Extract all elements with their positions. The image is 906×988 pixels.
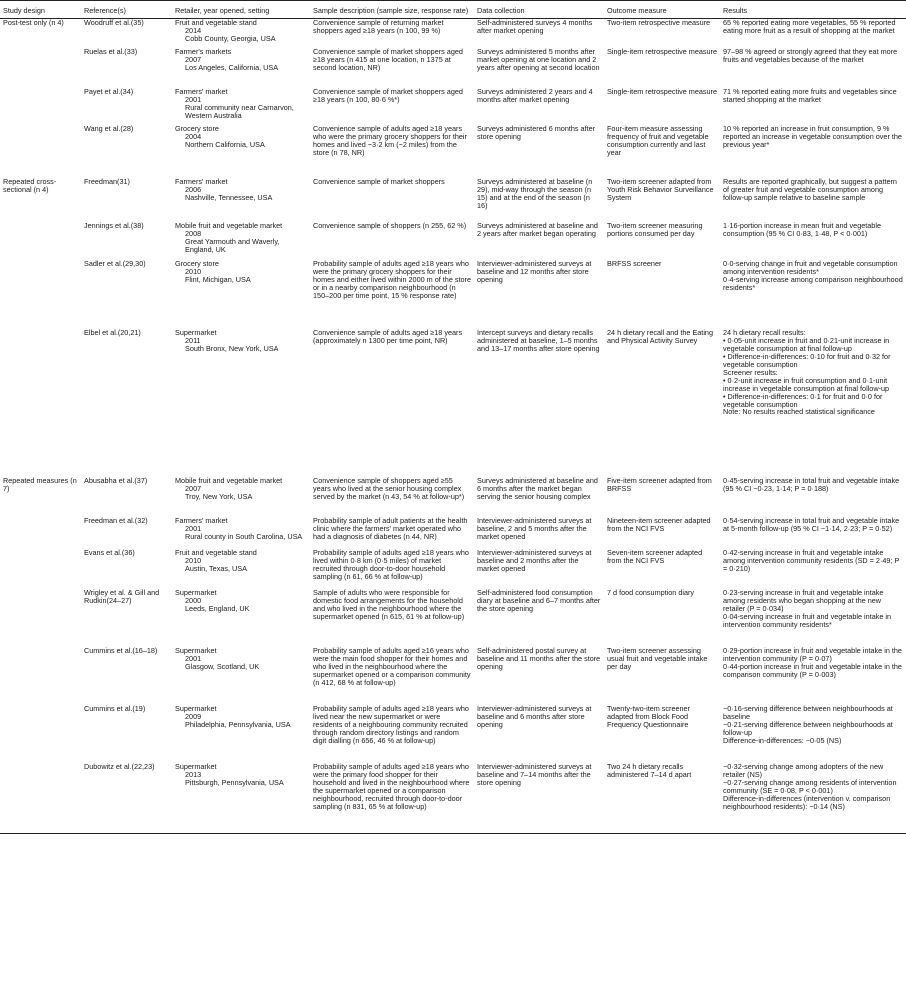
result-line: • Difference-in-differences: 0·1 for fruit and 0·0 for vegetable consumption bbox=[723, 391, 883, 409]
result-line: −0·27-serving change among residents of intervention community (SE = 0·08, P < 0·001) bbox=[723, 778, 897, 796]
retailer-line: 2010 bbox=[185, 556, 202, 566]
retailer-line: Troy, New York, USA bbox=[185, 492, 253, 502]
cell-data-collection: Surveys administered at baseline (n 29), mid-way through the season (n 15) and at the end of the season (n 16) bbox=[477, 177, 593, 211]
retailer-line: Supermarket bbox=[175, 588, 217, 598]
cell-study-design bbox=[0, 647, 81, 705]
table-row bbox=[0, 260, 906, 329]
retailer-line: 2009 bbox=[185, 712, 202, 722]
table-row bbox=[0, 176, 906, 222]
retailer-line: Supermarket bbox=[175, 704, 217, 714]
table-row bbox=[0, 549, 906, 589]
retailer-line: Leeds, England, UK bbox=[185, 604, 250, 614]
result-line: 65 % reported eating more vegetables, 55 % reported eating more fruit as a result of shopping at the market bbox=[723, 17, 896, 35]
cell-outcome-measure: 7 d food consumption diary bbox=[607, 588, 695, 598]
retailer-line: Supermarket bbox=[175, 762, 217, 772]
cell-results bbox=[720, 647, 906, 705]
header-sample-description: Sample description (sample size, response rate) bbox=[310, 1, 474, 19]
cell-data-collection: Interviewer-administered surveys at baseline and 2 months after the market opened bbox=[477, 548, 592, 574]
header-study-design: Study design bbox=[0, 1, 81, 19]
cell-results bbox=[720, 88, 906, 125]
retailer-line: Glasgow, Scotland, UK bbox=[185, 662, 260, 672]
table-row bbox=[0, 48, 906, 88]
cell-data-collection: Self-administered surveys 4 months after market opening bbox=[477, 17, 593, 35]
cell-reference: Wrigley et al. & Gill and Rudkin(24–27) bbox=[84, 588, 160, 606]
table-row bbox=[0, 222, 906, 260]
cell-sample-description: Convenience sample of market shoppers aged ≥18 years (n 415 at one location, n 1375 at second location, NR) bbox=[313, 47, 463, 73]
retailer-line: 2000 bbox=[185, 596, 202, 606]
retailer-line: 2007 bbox=[185, 484, 202, 494]
retailer-line: 2001 bbox=[185, 654, 202, 664]
cell-data-collection: Self-administered postal survey at baseline and 11 months after the store opening bbox=[477, 646, 601, 672]
cell-retailer bbox=[172, 18, 310, 48]
cell-outcome-measure: BRFSS screener bbox=[607, 259, 662, 269]
cell-reference: Cummins et al.(19) bbox=[84, 704, 146, 714]
cell-sample-description: Probability sample of adults aged ≥18 years who were the primary grocery shoppers for their homes and either lived within 2000 m of the store or in a nearby comparison neighbourhood (n 150–200 per time point, 15 % response rate) bbox=[313, 259, 471, 301]
cell-retailer bbox=[172, 88, 310, 125]
cell-retailer bbox=[172, 176, 310, 222]
cell-sample-description: Probability sample of adults aged ≥16 years who were the main food shopper for their homes and who lived in the neighbourhood where the supermarket opened or a comparison community (n 412, 68 % at follow-up) bbox=[313, 646, 471, 688]
cell-outcome-measure: Nineteen-item screener adapted from the NCI FVS bbox=[607, 516, 711, 534]
cell-outcome-measure: Single-item retrospective measure bbox=[607, 87, 718, 97]
cell-data-collection: Surveys administered 6 months after store opening bbox=[477, 124, 596, 142]
retailer-line: Cobb County, Georgia, USA bbox=[185, 33, 276, 43]
cell-study-design bbox=[0, 48, 81, 88]
cell-results bbox=[720, 222, 906, 260]
table-row bbox=[0, 18, 906, 48]
cell-results bbox=[720, 48, 906, 88]
retailer-line: 2008 bbox=[185, 229, 202, 239]
result-line: • 0·2-unit increase in fruit consumption and 0·1-unit increase in vegetable consumption at final follow-up bbox=[723, 375, 890, 393]
table-row bbox=[0, 329, 906, 475]
cell-retailer bbox=[172, 705, 310, 763]
cell-study-design: Repeated cross-sectional (n 4) bbox=[3, 177, 57, 195]
cell-retailer bbox=[172, 549, 310, 589]
result-line: Difference-in-differences: −0·05 (NS) bbox=[723, 736, 842, 746]
cell-retailer bbox=[172, 260, 310, 329]
cell-data-collection: Intercept surveys and dietary recalls administered at baseline, 1–5 months and 13–17 months after store opening bbox=[477, 328, 600, 354]
result-line: 71 % reported eating more fruits and vegetables since started shopping at the market bbox=[723, 87, 897, 105]
cell-study-design bbox=[0, 222, 81, 260]
retailer-line: 2011 bbox=[185, 336, 201, 346]
result-line: 0·45-serving increase in total fruit and vegetable intake (95 % CI −0·23, 1·14; P = 0·188) bbox=[723, 476, 900, 494]
result-line: 0·23-serving increase in fruit and vegetable intake among residents who began shopping at the new retailer (P = 0·034) bbox=[723, 588, 884, 614]
cell-outcome-measure: Seven-item screener adapted from the NCI FVS bbox=[607, 548, 703, 566]
cell-sample-description: Convenience sample of returning market shoppers aged ≥18 years (n 100, 99 %) bbox=[313, 17, 444, 35]
cell-results bbox=[720, 260, 906, 329]
retailer-line: Great Yarmouth and Waverly, England, UK bbox=[185, 237, 280, 255]
cell-outcome-measure: Two-item screener assessing usual fruit and vegetable intake per day bbox=[607, 646, 708, 672]
table-row bbox=[0, 88, 906, 125]
retailer-line: Mobile fruit and vegetable market bbox=[175, 476, 283, 486]
cell-outcome-measure: Two-item screener adapted from Youth Risk Behavior Surveillance System bbox=[607, 177, 714, 203]
header-row bbox=[0, 1, 906, 19]
retailer-line: 2014 bbox=[185, 25, 202, 35]
cell-reference: Wang et al.(28) bbox=[84, 124, 134, 134]
retailer-line: 2004 bbox=[185, 132, 202, 142]
cell-reference: Dubowitz et al.(22,23) bbox=[81, 763, 172, 833]
cell-study-design bbox=[0, 125, 81, 176]
retailer-line: Rural community near Carnarvon, Western Australia bbox=[185, 103, 294, 121]
retailer-line: 2001 bbox=[185, 95, 202, 105]
cell-sample-description: Convenience sample of adults aged ≥18 years (approximately n 1300 per time point, NR) bbox=[313, 328, 463, 346]
cell-data-collection: Surveys administered 2 years and 4 months after market opening bbox=[477, 87, 593, 105]
result-line: 0·4-serving increase among comparison neighbourhood residents* bbox=[723, 275, 903, 293]
cell-results bbox=[720, 475, 906, 517]
cell-outcome-measure: Two 24 h dietary recalls administered 7–14 d apart bbox=[604, 763, 720, 833]
header-data-collection: Data collection bbox=[474, 1, 604, 19]
cell-reference: Sadler et al.(29,30) bbox=[84, 259, 146, 269]
retailer-line: Mobile fruit and vegetable market bbox=[175, 221, 283, 231]
cell-outcome-measure: Five-item screener adapted from BRFSS bbox=[607, 476, 712, 494]
cell-reference: Jennings et al.(38) bbox=[84, 221, 144, 231]
cell-study-design bbox=[0, 549, 81, 589]
cell-retailer bbox=[172, 475, 310, 517]
result-line: −0·32-serving change among adopters of the new retailer (NS) bbox=[723, 762, 884, 780]
cell-outcome-measure: Two-item screener measuring portions consumed per day bbox=[607, 221, 703, 239]
retailer-line: Supermarket bbox=[175, 646, 217, 656]
retailer-line: Austin, Texas, USA bbox=[185, 564, 247, 574]
cell-outcome-measure: 24 h dietary recall and the Eating and Physical Activity Survey bbox=[607, 328, 713, 346]
cell-results bbox=[720, 517, 906, 549]
cell-sample-description: Probability sample of adults aged ≥18 years who were the primary food shopper for their household and lived in the neighbourhood where the supermarket opened or a comparison neighbourhood, recruited through door-to-door sampling (n 831, 65 % at follow-up) bbox=[310, 763, 474, 833]
retailer-line: Fruit and vegetable stand bbox=[175, 17, 257, 27]
cell-retailer bbox=[172, 589, 310, 647]
cell-sample-description: Convenience sample of market shoppers aged ≥18 years (n 100, 80·6 %*) bbox=[313, 87, 463, 105]
retailer-line: South Bronx, New York, USA bbox=[185, 344, 279, 354]
retailer-line: Flint, Michigan, USA bbox=[185, 275, 251, 285]
result-line: 0·0-serving change in fruit and vegetable consumption among intervention residents* bbox=[723, 259, 898, 277]
cell-results bbox=[720, 176, 906, 222]
result-line: Difference-in-differences (intervention v. comparison neighbourhood residents): −0·14 (NS) bbox=[723, 794, 891, 811]
cell-reference: Woodruff et al.(35) bbox=[84, 17, 144, 27]
retailer-line: Farmers' market bbox=[175, 87, 228, 97]
retailer-line: Nashville, Tennessee, USA bbox=[185, 193, 273, 203]
header-results: Results bbox=[720, 1, 906, 19]
retailer-line: 2007 bbox=[185, 55, 202, 65]
result-line: 97–98 % agreed or strongly agreed that they eat more fruits and vegetables because of the market bbox=[723, 47, 898, 65]
retailer-line: 2006 bbox=[185, 185, 202, 195]
cell-study-design bbox=[0, 589, 81, 647]
retailer-line: Grocery store bbox=[175, 124, 219, 134]
cell-reference: Freedman et al.(32) bbox=[84, 516, 148, 526]
retailer-line: 2010 bbox=[185, 267, 202, 277]
result-line: 0·44-portion increase in fruit and vegetable intake in the comparison community (P = 0·003) bbox=[723, 662, 902, 680]
cell-data-collection: Interviewer-administered surveys at baseline and 7–14 months after the store opening bbox=[474, 763, 604, 833]
cell-study-design: Post-test only (n 4) bbox=[3, 17, 64, 27]
result-line: • 0·05-unit increase in fruit and 0·21-unit increase in vegetable consumption at final follow-up bbox=[723, 336, 890, 354]
retailer-line: Farmer's markets bbox=[175, 47, 232, 57]
cell-reference: Ruelas et al.(33) bbox=[84, 47, 138, 57]
result-line: • Difference-in-differences: 0·10 for fruit and 0·32 for vegetable consumption bbox=[723, 352, 891, 370]
retailer-line: Farmers' market bbox=[175, 177, 228, 187]
retailer-line: Northern California, USA bbox=[185, 140, 265, 150]
cell-retailer bbox=[172, 125, 310, 176]
cell-results bbox=[720, 763, 906, 833]
result-line: 0·54-serving increase in total fruit and vegetable intake at 5-month follow-up (95 % CI −1·14, 2·23; P = 0·52) bbox=[723, 516, 900, 534]
result-line: Note: No results reached statistical significance bbox=[723, 407, 875, 417]
cell-retailer bbox=[172, 329, 310, 475]
table-row bbox=[0, 125, 906, 176]
cell-study-design bbox=[0, 705, 81, 763]
cell-reference: Freedman(31) bbox=[84, 177, 130, 187]
cell-sample-description: Convenience sample of shoppers (n 255, 62 %) bbox=[313, 221, 467, 231]
cell-retailer bbox=[172, 48, 310, 88]
retailer-line: Rural county in South Carolina, USA bbox=[185, 532, 303, 542]
table-row bbox=[0, 589, 906, 647]
header-outcome-measure: Outcome measure bbox=[604, 1, 720, 19]
cell-study-design bbox=[0, 763, 81, 833]
result-line: −0·16-serving difference between neighbourhoods at baseline bbox=[723, 704, 893, 722]
cell-retailer bbox=[172, 222, 310, 260]
cell-data-collection: Interviewer-administered surveys at baseline, 2 and 5 months after the market opened bbox=[477, 516, 592, 542]
cell-study-design bbox=[0, 260, 81, 329]
cell-sample-description: Probability sample of adults aged ≥18 years who lived within 0·8 km (0·5 miles) of market recruited through door-to-door household sampling (n 61, 66 % at follow-up) bbox=[313, 548, 469, 582]
cell-data-collection: Surveys administered at baseline and 6 months after the market began serving the senior housing complex bbox=[477, 476, 598, 502]
table-row bbox=[0, 705, 906, 763]
cell-reference: Payet et al.(34) bbox=[84, 87, 134, 97]
result-line: 0·29-portion increase in fruit and vegetable intake in the intervention community (P = 0·07) bbox=[723, 646, 902, 664]
cell-outcome-measure: Single-item retrospective measure bbox=[607, 47, 718, 57]
cell-study-design bbox=[0, 517, 81, 549]
cell-results bbox=[720, 549, 906, 589]
cell-reference: Abusabha et al.(37) bbox=[84, 476, 148, 486]
cell-retailer bbox=[172, 763, 310, 833]
header-references: Reference(s) bbox=[81, 1, 172, 19]
table-row bbox=[0, 517, 906, 549]
cell-study-design bbox=[0, 329, 81, 475]
retailer-line: Pittsburgh, Pennsylvania, USA bbox=[185, 778, 284, 788]
cell-sample-description: Sample of adults who were responsible for domestic food arrangements for the household and who lived in the neighbourhood where the supermarket opened (n 615, 61 % at follow-up) bbox=[313, 588, 465, 622]
cell-data-collection: Interviewer-administered surveys at baseline and 6 months after store opening bbox=[477, 704, 592, 730]
retailer-line: Philadelphia, Pennsylvania, USA bbox=[185, 720, 291, 730]
cell-results bbox=[720, 18, 906, 48]
retailer-line: Los Angeles, California, USA bbox=[185, 63, 279, 73]
result-line: 24 h dietary recall results: bbox=[723, 328, 806, 338]
cell-outcome-measure: Four-item measure assessing frequency of fruit and vegetable consumption currently and last year bbox=[607, 124, 709, 158]
cell-sample-description: Convenience sample of adults aged ≥18 years who were the primary grocery shoppers for their homes and lived ~3·2 km (~2 miles) from the store (n 78, NR) bbox=[313, 124, 467, 158]
cell-sample-description: Convenience sample of shoppers aged ≥55 years who lived at the senior housing complex served by the market (n 43, 54 % at follow-up*) bbox=[313, 476, 465, 502]
cell-results bbox=[720, 329, 906, 475]
cell-reference: Cummins et al.(16–18) bbox=[84, 646, 158, 656]
cell-reference: Elbel et al.(20,21) bbox=[84, 328, 141, 338]
cell-sample-description: Probability sample of adults aged ≥18 years who lived near the new supermarket or were residents of a neighbouring community recruited through random directory listings and random digit dialling (n 656, 46 % at follow-up) bbox=[313, 704, 469, 746]
retailer-line: Grocery store bbox=[175, 259, 219, 269]
header-retailer: Retailer, year opened, setting bbox=[172, 1, 310, 19]
retailer-line: Supermarket bbox=[175, 328, 217, 338]
cell-reference: Evans et al.(36) bbox=[84, 548, 135, 558]
cell-retailer bbox=[172, 647, 310, 705]
retailer-line: 2001 bbox=[185, 524, 202, 534]
result-line: Screener results: bbox=[723, 367, 778, 377]
cell-study-design bbox=[0, 88, 81, 125]
cell-results bbox=[720, 125, 906, 176]
retailer-line: 2013 bbox=[185, 770, 202, 780]
cell-results bbox=[720, 589, 906, 647]
cell-outcome-measure: Twenty-two-item screener adapted from Block Food Frequency Questionnaire bbox=[607, 704, 690, 730]
result-line: 0·04-serving increase in fruit and vegetable intake in intervention community residents* bbox=[723, 612, 892, 630]
result-line: 1·16-portion increase in mean fruit and vegetable consumption (95 % CI 0·83, 1·48, P < 0·001) bbox=[723, 221, 881, 239]
cell-sample-description: Probability sample of adult patients at the health clinic where the farmers' market operated who had a diagnosis of diabetes (n 44, NR) bbox=[313, 516, 468, 542]
cell-data-collection: Self-administered food consumption diary at baseline and 6–7 months after the store opening bbox=[477, 588, 601, 614]
cell-sample-description: Convenience sample of market shoppers bbox=[313, 177, 445, 187]
cell-outcome-measure: Two-item retrospective measure bbox=[607, 17, 711, 27]
cell-study-design: Repeated measures (n 7) bbox=[3, 476, 77, 494]
result-line: 10 % reported an increase in fruit consumption, 9 % reported an increase in vegetable consumption over the previous year* bbox=[723, 124, 902, 150]
cell-data-collection: Surveys administered 5 months after market opening at one location and 2 years after opening at second location bbox=[477, 47, 600, 73]
cell-results bbox=[720, 705, 906, 763]
cell-data-collection: Surveys administered at baseline and 2 years after market began operating bbox=[477, 221, 598, 239]
cell-retailer bbox=[172, 517, 310, 549]
result-line: −0·21-serving difference between neighbourhoods at follow-up bbox=[723, 720, 893, 738]
table-row bbox=[0, 647, 906, 705]
result-line: 0·42-serving increase in fruit and vegetable intake among intervention community residents (SD = 2·49; P = 0·210) bbox=[723, 548, 900, 574]
table-body bbox=[0, 18, 906, 833]
table-row bbox=[0, 763, 906, 833]
cell-data-collection: Interviewer-administered surveys at baseline and 12 months after store opening bbox=[477, 259, 592, 285]
table-row bbox=[0, 475, 906, 517]
retailer-line: Farmers' market bbox=[175, 516, 228, 526]
retailer-line: Fruit and vegetable stand bbox=[175, 548, 257, 558]
result-line: Results are reported graphically, but suggest a pattern of greater fruit and vegetable consumption among follow-up sample relative to baseline sample bbox=[723, 177, 897, 203]
